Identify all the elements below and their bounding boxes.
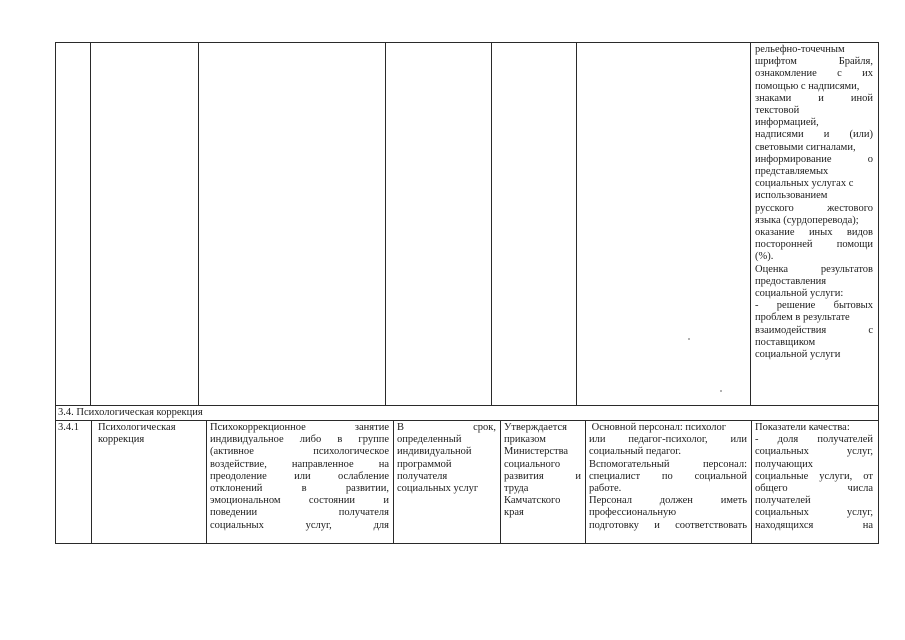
text-line: развития и — [504, 470, 581, 482]
text-line: взаимодействия с — [755, 324, 873, 336]
text-line: рельефно-точечным — [755, 44, 845, 55]
table-col-divider — [491, 42, 492, 405]
table-col-divider — [576, 42, 577, 405]
text-line: социальный педагог. — [589, 446, 682, 458]
text-line: эмоциональном состоянии и — [210, 495, 389, 507]
text-line: информирование о — [755, 153, 873, 165]
row-number: 3.4.1 — [58, 422, 79, 433]
table-row-divider — [55, 405, 879, 406]
text-line: Министерства — [504, 446, 569, 458]
text-line: Утверждается — [504, 422, 567, 433]
text-line: посторонней помощи — [755, 239, 873, 251]
scan-speck — [688, 338, 690, 340]
text-line: поведении получателя — [210, 507, 389, 519]
services-cell-continuation — [755, 44, 873, 361]
text-line: использованием — [755, 190, 828, 202]
text-line: индивидуальной — [397, 446, 472, 458]
text-line: русского жестового — [755, 202, 873, 214]
text-line: текстовой — [755, 104, 800, 116]
text-line: работе. — [589, 482, 622, 494]
text-line: получателя — [397, 470, 448, 482]
text-line: информацией, — [755, 117, 819, 129]
text-line: оказание иных видов — [755, 226, 873, 238]
text-line: социального — [504, 458, 561, 470]
service-name-cell — [98, 422, 202, 446]
text-line: предоставления — [755, 275, 827, 287]
table-col-divider — [500, 420, 501, 543]
text-line: преодоление или ослабление — [210, 470, 389, 482]
quality-cell — [755, 422, 873, 532]
text-line: приказом — [504, 434, 546, 446]
text-line: получающих — [755, 458, 813, 470]
table-col-divider — [198, 42, 199, 405]
text-line: поставщиком — [755, 336, 816, 348]
text-line: края — [504, 507, 524, 519]
term-cell — [397, 422, 496, 495]
text-line: надписями и (или) — [755, 129, 873, 141]
table-border-top — [55, 42, 879, 43]
text-line: подготовку и соответствовать — [589, 519, 747, 531]
table-col-divider — [90, 42, 91, 405]
text-line: получателей — [755, 495, 811, 507]
text-line: световыми сигналами, — [755, 141, 856, 153]
text-line: Психологическая — [98, 422, 176, 433]
table-row-divider — [55, 420, 879, 421]
text-line: общего числа — [755, 482, 873, 494]
text-line: отклонений в развитии, — [210, 482, 389, 494]
text-line: Персонал должен иметь — [589, 495, 747, 507]
table-col-divider — [585, 420, 586, 543]
text-line: Камчатского — [504, 495, 561, 507]
text-line: Показатели качества: — [755, 422, 850, 433]
text-line: шрифтом Брайля, — [755, 56, 873, 68]
text-line: (активное психологическое — [210, 446, 389, 458]
text-line: специалист по социальной — [589, 470, 747, 482]
table-col-divider — [393, 420, 394, 543]
table-border-right — [878, 42, 879, 543]
table-col-divider — [750, 42, 751, 405]
text-line: социальных услугах с — [755, 178, 854, 190]
text-line: социальные услуги, от — [755, 470, 873, 482]
text-line: - доля получателей — [755, 434, 873, 446]
text-line: проблем в результате — [755, 312, 850, 324]
text-line: определенный — [397, 434, 462, 446]
text-line: социальных услуг, — [755, 507, 873, 519]
text-line: социальной услуги: — [755, 287, 844, 299]
service-description-cell — [210, 422, 389, 532]
text-line: социальных услуг — [397, 483, 479, 494]
approval-cell — [504, 422, 581, 520]
text-line: социальных услуг, для — [210, 519, 389, 531]
table-col-divider — [91, 420, 92, 543]
scan-speck — [720, 390, 722, 392]
text-line: (%). — [755, 251, 774, 263]
table-col-divider — [206, 420, 207, 543]
text-line: ознакомление с их — [755, 68, 873, 80]
table-col-divider — [385, 42, 386, 405]
text-line: Вспомогательный персонал: — [589, 458, 747, 470]
text-line: Психокоррекционное занятие — [210, 422, 389, 433]
section-title: 3.4. Психологическая коррекция — [58, 407, 203, 418]
text-line: находящихся на — [755, 519, 873, 531]
text-line: социальной услуги — [755, 348, 841, 360]
text-line: представляемых — [755, 165, 829, 177]
text-line: Основной персонал: психолог — [589, 422, 727, 433]
staff-cell — [589, 422, 747, 532]
text-line: труда — [504, 483, 529, 494]
text-line: коррекция — [98, 434, 145, 446]
text-line: - решение бытовых — [755, 300, 873, 312]
text-line: социальных услуг, — [755, 446, 873, 458]
text-line: профессиональную — [589, 507, 677, 519]
text-line: воздействие, направленное на — [210, 458, 389, 470]
text-line: или педагог-психолог, или — [589, 434, 747, 446]
text-line: знаками и иной — [755, 92, 873, 104]
text-line: программой — [397, 458, 452, 470]
text-line: помощью с надписями, — [755, 80, 860, 92]
table-border-left — [55, 42, 56, 543]
text-line: языка (сурдоперевода); — [755, 214, 859, 226]
text-line: Оценка результатов — [755, 263, 873, 275]
table-border-bottom — [55, 543, 879, 544]
text-line: В срок, — [397, 422, 496, 433]
text-line: индивидуальное либо в группе — [210, 434, 389, 446]
table-col-divider — [751, 420, 752, 543]
